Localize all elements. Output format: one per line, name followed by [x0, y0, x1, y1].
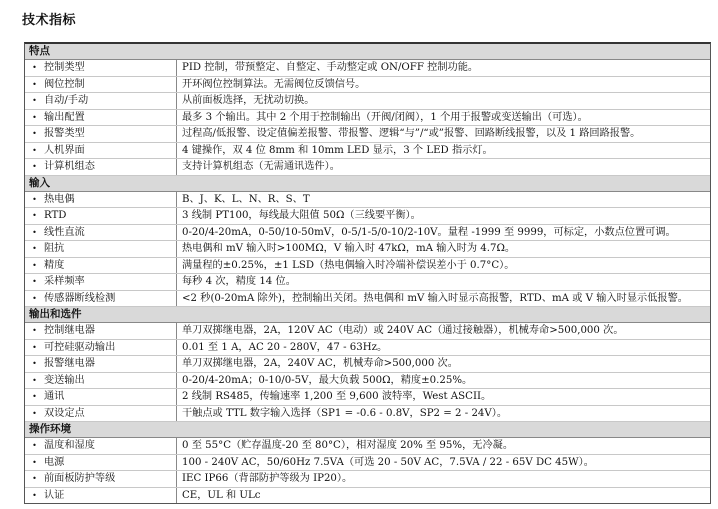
spec-row	[25, 77, 710, 94]
bullet-icon: •	[32, 96, 37, 105]
spec-label: 精度	[44, 259, 65, 271]
spec-label-cell	[25, 77, 177, 93]
bullet-icon: •	[32, 441, 37, 450]
bullet-icon: •	[32, 342, 37, 352]
section-header: 输出和选件	[25, 307, 710, 323]
page-title: 技术指标	[22, 13, 77, 28]
spec-value: 2 线制 RS485，传输速率 1,200 至 9,600 波特率，West ASCII。	[182, 391, 492, 402]
spec-label-cell	[25, 241, 177, 257]
bullet-icon: •	[32, 129, 37, 138]
spec-row	[25, 455, 710, 472]
spec-value: 干触点或 TTL 数字输入选择（SP1 = -0.6 - 0.8V，SP2 = 2 - 24V）。	[182, 407, 508, 419]
spec-row	[25, 225, 710, 242]
bullet-icon: •	[32, 211, 37, 220]
spec-value: 最多 3 个输出。其中 2 个用于控制输出（开阀/闭阀），1 个用于报警或变送输出（可选）。	[182, 111, 588, 123]
spec-row	[25, 208, 710, 225]
spec-label-cell	[25, 126, 177, 142]
spec-label: 认证	[44, 489, 65, 501]
spec-label-cell	[25, 389, 177, 405]
spec-row	[25, 110, 710, 127]
spec-label: 控制继电器	[44, 325, 95, 336]
spec-row	[25, 274, 710, 291]
spec-label-cell	[25, 438, 177, 454]
bullet-icon: •	[32, 457, 37, 467]
bullet-icon: •	[32, 392, 37, 401]
bullet-icon: •	[32, 112, 37, 122]
bullet-icon: •	[32, 277, 37, 286]
spec-value: IEC IP66（背部防护等级为 IP20）。	[182, 473, 353, 484]
spec-value: 过程高/低报警、设定值偏差报警、带报警、逻辑“与”/“或”报警、回路断线报警，以及 1 路回路报警。	[182, 128, 641, 139]
spec-value: 100 - 240V AC，50/60Hz 7.5VA（可选 20 - 50V AC，7.5VA / 22 - 65V DC 45W）。	[182, 456, 594, 468]
spec-label: 计算机组态	[44, 161, 95, 172]
spec-label-cell	[25, 208, 177, 224]
spec-value: 单刀双掷继电器，2A，120V AC（电动）或 240V AC（通过接触器），机械寿命>500,000 次。	[182, 325, 624, 336]
spec-label: 热电偶	[44, 193, 75, 205]
spec-value: 3 线制 PT100，每线最大阻值 50Ω（三线要平衡）。	[182, 210, 421, 221]
spec-row	[25, 126, 710, 143]
spec-row	[25, 241, 710, 258]
spec-value: 4 键操作，双 4 位 8mm 和 10mm LED 显示，3 个 LED 指示灯。	[182, 144, 493, 156]
spec-value: <2 秒(0-20mA 除外)，控制输出关闭。热电偶和 mV 输入时显示高报警，RTD、mA 或 V 输入时显示低报警。	[182, 292, 688, 304]
spec-label-cell	[25, 471, 177, 487]
bullet-icon: •	[32, 474, 37, 483]
spec-label: 双设定点	[44, 407, 85, 419]
spec-label: 人机界面	[44, 144, 85, 156]
spec-label: 前面板防护等级	[44, 473, 116, 484]
spec-row	[25, 389, 710, 406]
bullet-icon: •	[32, 194, 37, 204]
spec-value: 从前面板选择，无扰动切换。	[182, 95, 315, 106]
spec-label: 自动/手动	[44, 95, 89, 106]
spec-label: 传感器断线检测	[44, 292, 116, 304]
bullet-icon: •	[32, 359, 37, 368]
spec-label-cell	[25, 93, 177, 109]
spec-row	[25, 373, 710, 390]
spec-label: 可控硅驱动输出	[44, 341, 116, 353]
spec-value: 开环阀位控制算法。无需阀位反馈信号。	[182, 78, 366, 90]
bullet-icon: •	[32, 326, 37, 335]
spec-row	[25, 159, 710, 176]
spec-value: 0.01 至 1 A，AC 20 - 280V，47 - 63Hz。	[182, 341, 388, 353]
spec-value: 0-20/4-20mA，0-50/10-50mV，0-5/1-5/0-10/2-10V。量程 -1999 至 9999，可标定，小数点位置可调。	[182, 226, 676, 238]
spec-label-cell	[25, 274, 177, 290]
spec-label: 变送输出	[44, 374, 85, 386]
spec-row	[25, 192, 710, 209]
spec-value: 支持计算机组态（无需通讯选件）。	[182, 161, 340, 172]
bullet-icon: •	[32, 227, 37, 237]
spec-row	[25, 143, 710, 160]
spec-label: 报警继电器	[44, 358, 95, 369]
spec-label-cell	[25, 192, 177, 208]
bullet-icon: •	[32, 293, 37, 303]
bullet-icon: •	[32, 79, 37, 89]
bullet-icon: •	[32, 63, 37, 72]
spec-label: 阀位控制	[44, 78, 85, 90]
spec-value: 0 至 55°C（贮存温度-20 至 80°C），相对湿度 20% 至 95%，无冷凝。	[182, 440, 514, 451]
spec-label: 控制类型	[44, 62, 85, 73]
spec-label-cell	[25, 340, 177, 356]
spec-label-cell	[25, 323, 177, 339]
spec-label-cell	[25, 356, 177, 372]
bullet-icon: •	[32, 490, 37, 500]
spec-label: 输出配置	[44, 111, 85, 123]
spec-row	[25, 406, 710, 423]
spec-row	[25, 323, 710, 340]
spec-label: 温度和湿度	[44, 440, 95, 451]
spec-label: 采样频率	[44, 276, 85, 287]
spec-row	[25, 438, 710, 455]
spec-label: RTD	[44, 210, 67, 221]
spec-row	[25, 356, 710, 373]
spec-row	[25, 340, 710, 357]
spec-label: 阻抗	[44, 243, 65, 254]
spec-label-cell	[25, 455, 177, 471]
spec-label-cell	[25, 406, 177, 422]
spec-row	[25, 258, 710, 275]
spec-label-cell	[25, 60, 177, 76]
spec-label-cell	[25, 291, 177, 307]
bullet-icon: •	[32, 162, 37, 171]
spec-label: 通讯	[44, 391, 65, 402]
spec-row	[25, 488, 710, 504]
spec-value: CE，UL 和 ULc	[182, 489, 261, 501]
spec-row	[25, 93, 710, 110]
spec-label-cell	[25, 159, 177, 175]
bullet-icon: •	[32, 260, 37, 270]
spec-value: 满量程的±0.25%，±1 LSD（热电偶输入时冷端补偿误差小于 0.7°C）。	[182, 259, 515, 271]
bullet-icon: •	[32, 375, 37, 385]
spec-label: 线性直流	[44, 226, 85, 238]
spec-label-cell	[25, 373, 177, 389]
spec-label-cell	[25, 110, 177, 126]
spec-row	[25, 291, 710, 308]
spec-value: 0-20/4-20mA；0-10/0-5V，最大负载 500Ω，精度±0.25%。	[182, 374, 473, 386]
spec-label-cell	[25, 225, 177, 241]
spec-value: 每秒 4 次，精度 14 位。	[182, 276, 296, 287]
spec-row	[25, 471, 710, 488]
bullet-icon: •	[32, 408, 37, 418]
spec-row	[25, 60, 710, 77]
bullet-icon: •	[32, 244, 37, 253]
spec-label-cell	[25, 143, 177, 159]
bullet-icon: •	[32, 145, 37, 155]
spec-value: 单刀双掷继电器，2A，240V AC，机械寿命>500,000 次。	[182, 358, 458, 369]
spec-label-cell	[25, 258, 177, 274]
spec-label: 报警类型	[44, 128, 85, 139]
section-header: 操作环境	[25, 422, 710, 438]
spec-table	[24, 42, 711, 504]
section-header: 输入	[25, 176, 710, 192]
spec-value: 热电偶和 mV 输入时>100MΩ，V 输入时 47kΩ，mA 输入时为 4.7Ω。	[182, 243, 516, 254]
spec-label-cell	[25, 488, 177, 504]
spec-label: 电源	[44, 456, 65, 468]
spec-value: B、J、K、L、N、R、S、T	[182, 193, 310, 205]
spec-value: PID 控制，带预整定、自整定、手动整定或 ON/OFF 控制功能。	[182, 62, 479, 73]
section-header: 特点	[25, 44, 710, 60]
